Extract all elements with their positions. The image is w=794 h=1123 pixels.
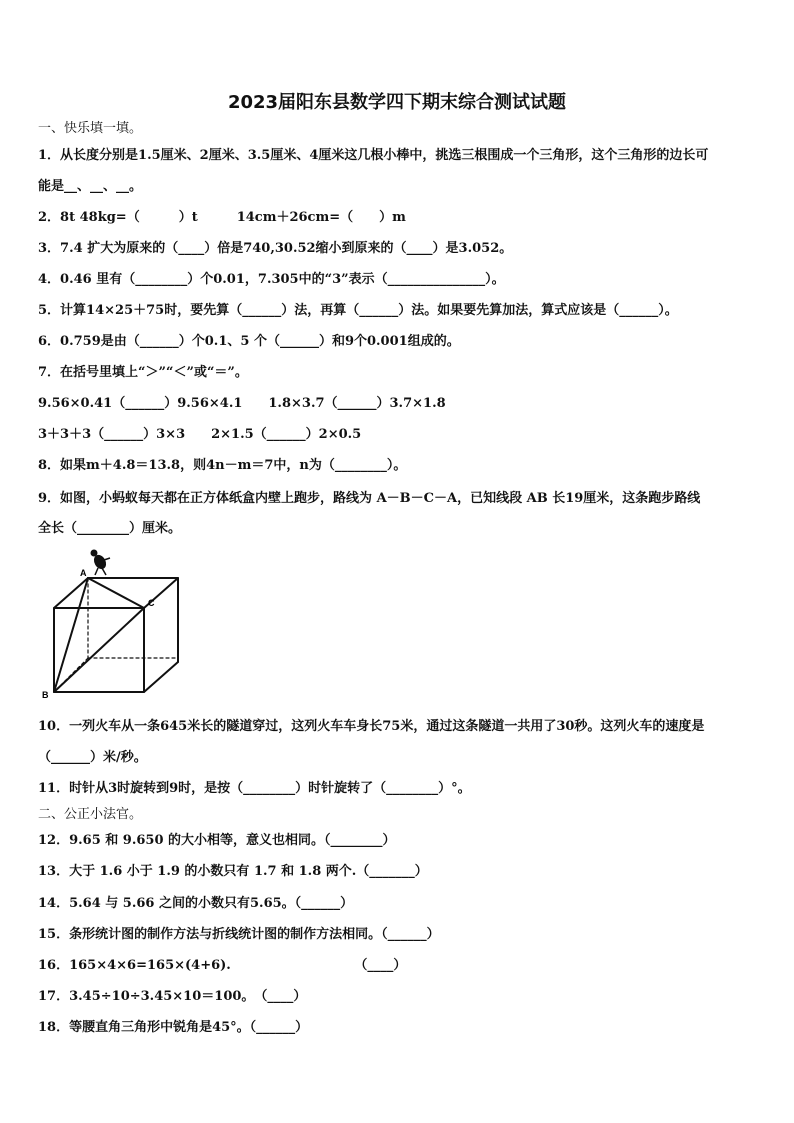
- question-3: 3．7.4 扩大为原来的（____）倍是740,30.52缩小到原来的（____）是3.052。: [38, 241, 513, 256]
- cube-edge-bottom-right: [144, 662, 178, 692]
- question-12: 12．9.65 和 9.650 的大小相等，意义也相同。（________）: [38, 833, 396, 848]
- question-4: 4．0.46 里有（________）个0.01，7.305中的“3”表示（_______________）。: [38, 272, 505, 287]
- question-7-row-1: 9.56×0.41（______）9.56×4.1 1.8×3.7（______）3.7×1.8: [38, 396, 446, 411]
- question-8: 8．如果m＋4.8＝13.8，则4n－m＝7中，n为（________）。: [38, 458, 407, 473]
- vertex-label-a: A: [80, 568, 87, 578]
- question-10-line-2: （______）米/秒。: [38, 750, 147, 765]
- question-1-line-2: 能是__、__、__。: [38, 179, 143, 194]
- vertex-label-c: C: [148, 598, 155, 608]
- ant-icon: [91, 550, 110, 575]
- question-5: 5．计算14×25＋75时，要先算（______）法，再算（______）法。如果要先算加法，算式应该是（______）。: [38, 303, 678, 318]
- section-heading-true-false: 二、公正小法官。: [38, 807, 143, 822]
- question-7: 7．在括号里填上“＞”“＜”或“＝”。: [38, 365, 248, 380]
- question-16: 16．165×4×6=165×(4+6). （____）: [38, 958, 407, 973]
- page-title: 2023届阳东县数学四下期末综合测试试题: [227, 92, 567, 113]
- question-13: 13．大于 1.6 小于 1.9 的小数只有 1.7 和 1.8 两个.（_______）: [38, 864, 428, 879]
- path-segment-ca: [88, 578, 144, 608]
- cube-figure: [40, 548, 190, 700]
- vertex-label-b: B: [42, 690, 49, 700]
- question-9-line-2: 全长（________）厘米。: [38, 521, 182, 536]
- question-6: 6．0.759是由（______）个0.1、5 个（______）和9个0.001组成的。: [38, 334, 460, 349]
- question-11: 11．时针从3时旋转到9时，是按（________）时针旋转了（________）°。: [38, 781, 471, 796]
- question-15: 15．条形统计图的制作方法与折线统计图的制作方法相同。（______）: [38, 927, 440, 942]
- question-2: 2．8t 48kg=（ ）t 14cm＋26cm=（ ）m: [38, 210, 406, 225]
- question-18: 18．等腰直角三角形中锐角是45°。（______）: [38, 1020, 309, 1035]
- section-heading-fill-in: 一、快乐填一填。: [38, 121, 143, 136]
- question-14: 14．5.64 与 5.66 之间的小数只有5.65。（______）: [38, 896, 354, 911]
- question-17: 17．3.45÷10÷3.45×10＝100。 （____）: [38, 989, 307, 1004]
- question-10-line-1: 10．一列火车从一条645米长的隧道穿过，这列火车车身长75米，通过这条隧道一共用了30秒。这列火车的速度是: [38, 719, 705, 734]
- question-1-line-1: 1．从长度分别是1.5厘米、2厘米、3.5厘米、4厘米这几根小棒中，挑选三根围成一个三角形，这个三角形的边长可: [38, 148, 709, 163]
- question-7-row-2: 3＋3＋3（______）3×3 2×1.5（______）2×0.5: [38, 427, 362, 442]
- question-9-line-1: 9．如图，小蚂蚁每天都在正方体纸盒内壁上跑步，路线为 A－B－C－A，已知线段 AB 长19厘米，这条跑步路线: [38, 491, 701, 506]
